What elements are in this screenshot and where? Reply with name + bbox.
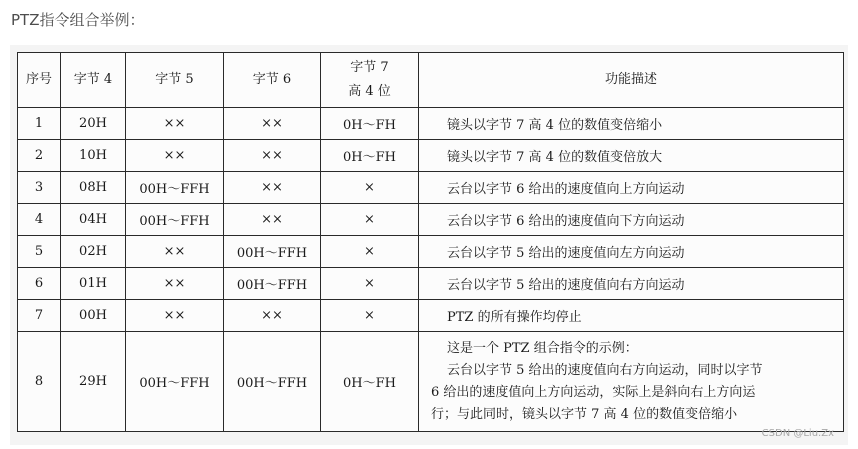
cell-no: 8 <box>18 332 61 432</box>
cell-description <box>419 332 844 432</box>
cell-byte5: ×× <box>126 268 224 300</box>
table-row <box>18 172 844 204</box>
watermark: CSDN @Liu.Zx <box>761 428 834 439</box>
cell-byte7: × <box>321 172 419 204</box>
header-description: 功能描述 <box>419 53 844 108</box>
cell-description: 云台以字节 5 给出的速度值向左方向运动 <box>419 236 844 268</box>
header-row <box>18 53 844 108</box>
cell-byte5: 00H～FFH <box>126 172 224 204</box>
cell-no: 1 <box>18 108 61 140</box>
description-line: 6 给出的速度值向上方向运动，实际上是斜向右上方向运 <box>431 384 756 400</box>
cell-byte6: 00H～FFH <box>224 236 321 268</box>
table-row <box>18 300 844 332</box>
cell-byte6: ×× <box>224 300 321 332</box>
cell-byte4: 04H <box>61 204 126 236</box>
cell-description: 云台以字节 6 给出的速度值向下方向运动 <box>419 204 844 236</box>
cell-byte4: 02H <box>61 236 126 268</box>
description-line: 这是一个 PTZ 组合指令的示例： <box>447 340 638 356</box>
header-no: 序号 <box>18 53 61 108</box>
cell-byte5: 00H～FFH <box>126 204 224 236</box>
cell-description: 云台以字节 5 给出的速度值向右方向运动 <box>419 268 844 300</box>
cell-description: 镜头以字节 7 高 4 位的数值变倍放大 <box>419 140 844 172</box>
cell-byte6: 00H～FFH <box>224 332 321 432</box>
caption: PTZ指令组合举例： <box>11 11 145 29</box>
cell-byte7: × <box>321 268 419 300</box>
cell-byte5: ×× <box>126 236 224 268</box>
cell-byte5: ×× <box>126 140 224 172</box>
cell-byte7: 0H～FH <box>321 332 419 432</box>
table-row <box>18 332 844 432</box>
ptz-command-table <box>17 52 844 432</box>
header-byte7 <box>321 53 419 108</box>
table-row <box>18 236 844 268</box>
cell-no: 7 <box>18 300 61 332</box>
cell-no: 4 <box>18 204 61 236</box>
cell-byte7: 0H～FH <box>321 140 419 172</box>
cell-byte4: 08H <box>61 172 126 204</box>
cell-byte6: ×× <box>224 140 321 172</box>
description-line: 行；与此同时，镜头以字节 7 高 4 位的数值变倍缩小 <box>431 406 738 422</box>
cell-byte4: 10H <box>61 140 126 172</box>
table-image <box>10 45 848 445</box>
cell-byte5: ×× <box>126 300 224 332</box>
cell-byte7: × <box>321 236 419 268</box>
header-byte7-line2: 高 4 位 <box>348 84 391 99</box>
cell-byte6: 00H～FFH <box>224 268 321 300</box>
cell-byte4: 01H <box>61 268 126 300</box>
header-byte4: 字节 4 <box>61 53 126 108</box>
cell-description: 云台以字节 6 给出的速度值向上方向运动 <box>419 172 844 204</box>
header-byte7-line1: 字节 7 <box>350 60 389 75</box>
table-row <box>18 204 844 236</box>
cell-no: 3 <box>18 172 61 204</box>
cell-no: 6 <box>18 268 61 300</box>
cell-byte5: ×× <box>126 108 224 140</box>
table-row <box>18 108 844 140</box>
cell-byte5: 00H～FFH <box>126 332 224 432</box>
cell-byte4: 00H <box>61 300 126 332</box>
table-row <box>18 268 844 300</box>
description-line: 云台以字节 5 给出的速度值向右方向运动，同时以字节 <box>447 362 763 378</box>
cell-byte7: 0H～FH <box>321 108 419 140</box>
cell-no: 2 <box>18 140 61 172</box>
header-byte6: 字节 6 <box>224 53 321 108</box>
cell-byte7: × <box>321 300 419 332</box>
cell-byte6: ×× <box>224 172 321 204</box>
header-byte5: 字节 5 <box>126 53 224 108</box>
cell-no: 5 <box>18 236 61 268</box>
cell-byte6: ×× <box>224 108 321 140</box>
table-row <box>18 140 844 172</box>
cell-description: PTZ 的所有操作均停止 <box>419 300 844 332</box>
cell-byte4: 20H <box>61 108 126 140</box>
cell-byte7: × <box>321 204 419 236</box>
cell-byte6: ×× <box>224 204 321 236</box>
cell-byte4: 29H <box>61 332 126 432</box>
cell-description: 镜头以字节 7 高 4 位的数值变倍缩小 <box>419 108 844 140</box>
